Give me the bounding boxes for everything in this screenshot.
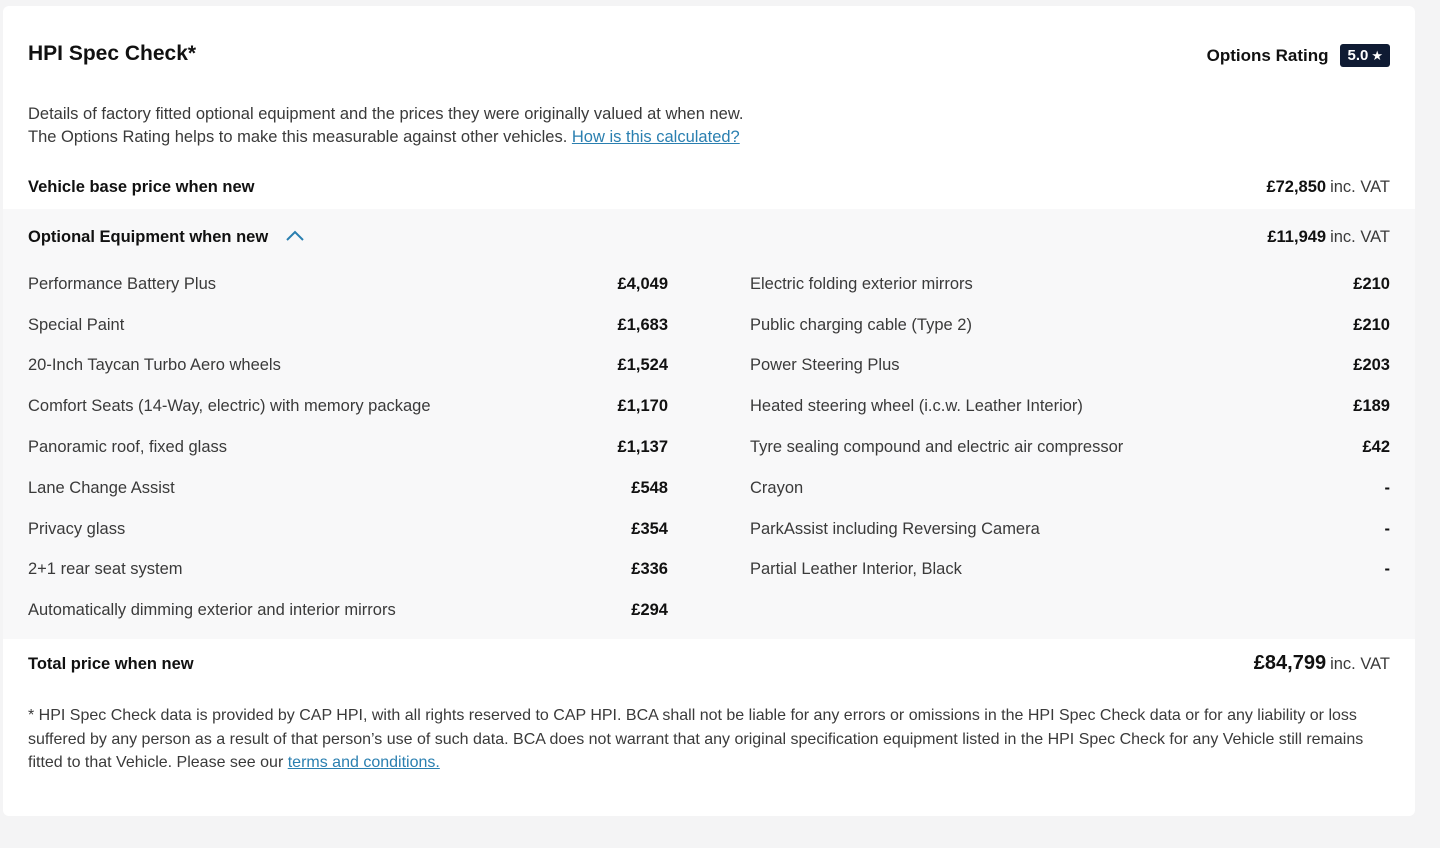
terms-link[interactable]: terms and conditions. xyxy=(287,754,440,771)
item-name: Panoramic roof, fixed glass xyxy=(28,438,228,457)
item-name: Power Steering Plus xyxy=(750,356,900,375)
total-price-value: £84,799 xyxy=(1253,652,1327,674)
list-item xyxy=(28,509,668,550)
item-price: £294 xyxy=(631,601,668,620)
equipment-list-left xyxy=(28,264,668,631)
item-price: £354 xyxy=(631,519,668,538)
description xyxy=(28,103,743,149)
base-price-value: £72,850 xyxy=(1266,178,1327,196)
list-item xyxy=(750,346,1390,387)
options-rating xyxy=(1207,44,1390,67)
optional-equipment-toggle[interactable] xyxy=(28,228,305,247)
item-name: ParkAssist including Reversing Camera xyxy=(750,519,1040,538)
item-name: Partial Leather Interior, Black xyxy=(750,560,962,579)
optional-equipment-header[interactable] xyxy=(28,228,1390,247)
optional-equipment-value-group xyxy=(1267,228,1390,247)
hpi-spec-check-card xyxy=(3,6,1415,816)
list-item xyxy=(28,468,668,509)
item-name: Public charging cable (Type 2) xyxy=(750,315,972,334)
item-name: Electric folding exterior mirrors xyxy=(750,274,973,293)
item-name: Privacy glass xyxy=(28,519,126,538)
total-price-vat: inc. VAT xyxy=(1330,655,1390,673)
item-price: £1,170 xyxy=(617,397,668,416)
base-price-vat: inc. VAT xyxy=(1330,178,1390,196)
item-price: £42 xyxy=(1362,438,1390,457)
base-price-value-group xyxy=(1266,178,1390,197)
rating-badge xyxy=(1340,44,1390,67)
item-price: £210 xyxy=(1353,274,1390,293)
base-price-row xyxy=(28,178,1390,197)
list-item xyxy=(28,550,668,591)
chevron-up-icon[interactable] xyxy=(285,228,305,247)
list-item xyxy=(28,264,668,305)
item-name: Crayon xyxy=(750,478,804,497)
item-price: £4,049 xyxy=(617,274,668,293)
total-price-row xyxy=(28,652,1390,675)
footnote-text: * HPI Spec Check data is provided by CAP HPI, with all rights reserved to CAP HPI. BCA shall not be liable for any errors or omissions in the HPI Spec Check data or for any liability or loss suffered by any person as a result of that person’s use of such data. BCA does not warrant that any original specification equipment listed in the HPI Spec Check for any Vehicle still remains fitted to that Vehicle. Please see our xyxy=(28,707,1364,771)
page-title: HPI Spec Check* xyxy=(28,42,197,65)
list-item xyxy=(28,590,668,631)
list-item xyxy=(750,386,1390,427)
item-name: 20-Inch Taycan Turbo Aero wheels xyxy=(28,356,281,375)
item-price: £548 xyxy=(631,478,668,497)
list-item xyxy=(750,468,1390,509)
list-item xyxy=(28,427,668,468)
item-price: £203 xyxy=(1353,356,1390,375)
item-name: 2+1 rear seat system xyxy=(28,560,183,579)
item-name: Lane Change Assist xyxy=(28,478,175,497)
equipment-list-right xyxy=(750,264,1390,590)
item-name: Comfort Seats (14-Way, electric) with memory package xyxy=(28,397,431,416)
item-price: £1,683 xyxy=(617,315,668,334)
item-price: £210 xyxy=(1353,315,1390,334)
list-item xyxy=(28,305,668,346)
base-price-label: Vehicle base price when new xyxy=(28,178,255,196)
item-price: £1,137 xyxy=(617,438,668,457)
item-price: - xyxy=(1384,560,1390,579)
item-price: £189 xyxy=(1353,397,1390,416)
item-price: £336 xyxy=(631,560,668,579)
rating-value: 5.0 xyxy=(1347,47,1369,64)
list-item xyxy=(750,550,1390,591)
optional-equipment-vat: inc. VAT xyxy=(1330,228,1390,246)
list-item xyxy=(28,386,668,427)
total-price-label: Total price when new xyxy=(28,655,194,673)
optional-equipment-label: Optional Equipment when new xyxy=(28,228,269,246)
optional-equipment-value: £11,949 xyxy=(1267,228,1327,246)
list-item xyxy=(750,509,1390,550)
item-name: Heated steering wheel (i.c.w. Leather Interior) xyxy=(750,397,1083,416)
item-name: Performance Battery Plus xyxy=(28,274,216,293)
description-line-1: Details of factory fitted optional equipment and the prices they were originally valued at when new. xyxy=(28,105,744,123)
item-name: Special Paint xyxy=(28,315,125,334)
item-price: - xyxy=(1384,519,1390,538)
list-item xyxy=(28,346,668,387)
star-icon: ★ xyxy=(1371,47,1383,63)
description-line-2 xyxy=(28,126,743,149)
item-price: - xyxy=(1384,478,1390,497)
description-line-2-text: The Options Rating helps to make this measurable against other vehicles. xyxy=(28,128,568,146)
item-name: Automatically dimming exterior and interior mirrors xyxy=(28,601,396,620)
total-price-value-group xyxy=(1254,652,1390,675)
list-item xyxy=(750,305,1390,346)
list-item xyxy=(750,427,1390,468)
footnote xyxy=(28,704,1390,775)
how-calculated-link[interactable]: How is this calculated? xyxy=(571,128,740,146)
item-name: Tyre sealing compound and electric air compressor xyxy=(750,438,1124,457)
options-rating-label: Options Rating xyxy=(1206,45,1329,65)
list-item xyxy=(750,264,1390,305)
item-price: £1,524 xyxy=(617,356,668,375)
